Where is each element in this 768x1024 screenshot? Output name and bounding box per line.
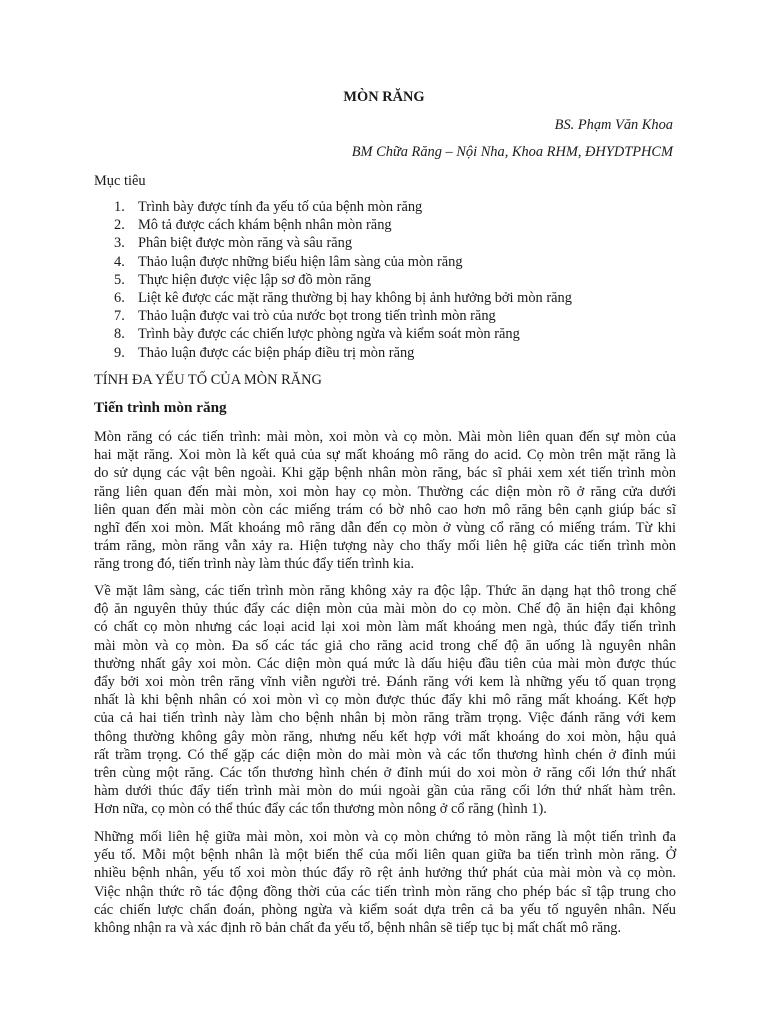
objective-text: Thảo luận được vai trò của nước bọt trong tiến trình mòn răng	[138, 308, 496, 325]
objective-item	[94, 234, 572, 252]
objective-text: Thảo luận được những biểu hiện lâm sàng của mòn răng	[138, 253, 463, 270]
objective-text: Phân biệt được mòn răng và sâu răng	[138, 235, 353, 252]
paragraph-line: không nhận ra và xác định rõ bản chất đa yếu tố, bệnh nhân sẽ tiếp tục bị mất chất mô răng.	[94, 919, 622, 936]
paragraph-line: nhất là khi bệnh nhân có xoi mòn vì cọ mòn được thúc đẩy khi mô răng mất khoáng. Kết hợp	[94, 692, 676, 709]
paragraph-line: độ ăn nguyên thủy thúc đẩy các diện mòn của mài mòn do cọ mòn. Chế độ ăn hiện đại không	[94, 601, 676, 618]
paragraph-line: trên cùng một răng. Các tổn thương hình chén ở đỉnh múi do xoi mòn ở răng cối lớn thứ nhất	[94, 764, 676, 781]
author-affiliation: BM Chữa Răng – Nội Nha, Khoa RHM, ĐHYDTPHCM	[351, 144, 673, 160]
paragraph-1	[94, 428, 676, 574]
objective-item	[94, 198, 572, 216]
paragraph-line: răng trong đó, tiến trình này làm thúc đẩy tiến trình kia.	[94, 556, 415, 573]
paragraph-line: yếu tố. Mỗi một bệnh nhân là một biến thể của mối liên quan giữa ba tiến trình mòn răng. Ở	[94, 847, 676, 864]
objective-number: 2.	[114, 217, 125, 234]
objective-number: 7.	[114, 308, 125, 325]
paragraph-line: hai mặt răng. Xoi mòn là kết quả của sự mất khoáng mô răng do acid. Cọ mòn trên mặt răng là	[94, 447, 676, 464]
paragraph-line: Về mặt lâm sàng, các tiến trình mòn răng không xảy ra độc lập. Thức ăn dạng hạt thô trong chế	[94, 583, 676, 599]
paragraph-line: do sử dụng các vật bên ngoài. Khi gặp bệnh nhân mòn răng, bác sĩ phải xem xét tiến trình mòn	[94, 465, 676, 482]
paragraph-line: mài mòn và cọ mòn. Đa số các tác giả cho răng acid trong chế độ ăn uống là nguyên nhân	[94, 637, 676, 654]
paragraph-line: răng liên quan đến mài mòn, xoi mòn hay cọ mòn. Thường các diện mòn rõ ở răng cửa dưới	[94, 483, 676, 500]
paragraph-line: liên quan đến mài mòn còn các miếng trám có bờ nhô cao hơn mô răng bên cạnh giúp bác sĩ	[94, 501, 676, 518]
paragraph-line: các chiến lược chẩn đoán, phòng ngừa và kiểm soát dựa trên cả ba yếu tố nguyên nhân. Nếu	[94, 901, 676, 918]
paragraph-line: Mòn răng có các tiến trình: mài mòn, xoi mòn và cọ mòn. Mài mòn liên quan đến sự mòn của	[94, 429, 676, 445]
paragraph-line: thông thường không gây mòn răng, nhưng nếu kết hợp với mất khoáng do xoi mòn, hậu quả	[94, 728, 676, 745]
paragraph-line: thường nhất gây xoi mòn. Các diện mòn quá mức là dấu hiệu đầu tiên của mài mòn được thúc	[94, 655, 676, 672]
paragraph-3	[94, 828, 676, 937]
objective-text: Trình bày được tính đa yếu tố của bệnh mòn răng	[138, 199, 423, 215]
objective-text: Liệt kê được các mặt răng thường bị hay không bị ảnh hưởng bởi mòn răng	[138, 290, 572, 307]
paragraph-line: rất trầm trọng. Có thể gặp các diện mòn do mài mòn và các tổn thương hình chén ở đỉnh múi	[94, 746, 676, 763]
paragraph-line: nhiều bệnh nhân, yếu tố xoi mòn thúc đẩy rõ rệt ảnh hưởng thứ phát của mài mòn và cọ mòn.	[94, 865, 676, 882]
paragraph-line: hàm dưới thúc đẩy tiến trình mài mòn do múi ngoài gần của răng cối lớn thứ nhất hàm trên.	[94, 783, 676, 800]
paragraph-line: nghĩ đến xoi mòn. Mất khoáng mô răng dẫn đến cọ mòn ở vùng cổ răng có miếng trám. Từ khi	[94, 519, 676, 536]
paragraph-line: có chất cọ mòn nhưng các loại acid lại xoi mòn làm mất khoáng men ngà, thúc đẩy tiến trình	[94, 619, 676, 636]
section-heading: TÍNH ĐA YẾU TỐ CỦA MÒN RĂNG	[94, 372, 322, 388]
objective-item	[94, 271, 572, 289]
objective-number: 4.	[114, 253, 125, 270]
objective-item	[94, 216, 572, 234]
objective-number: 8.	[114, 326, 125, 343]
objective-text: Thực hiện được việc lập sơ đồ mòn răng	[138, 271, 372, 288]
paragraph-line: trám răng, mòn răng vẫn xảy ra. Hiện tượng này cho thấy mối liên hệ giữa các tiến trình mòn	[94, 538, 676, 555]
paragraph-line: Hơn nữa, cọ mòn có thể thúc đẩy các tổn thương mòn nông ở cổ răng (hình 1).	[94, 801, 547, 818]
objective-text: Mô tả được cách khám bệnh nhân mòn răng	[138, 217, 392, 234]
paragraph-line: đẩy bởi xoi mòn trên răng vĩnh viễn người trẻ. Đánh răng với kem là những yếu tố quan trọng	[94, 673, 676, 690]
objective-item	[94, 344, 572, 362]
objective-number: 5.	[114, 271, 125, 288]
objective-number: 1.	[114, 199, 125, 215]
subsection-heading: Tiến trình mòn răng	[94, 399, 227, 416]
objective-item	[94, 307, 572, 325]
objective-item	[94, 253, 572, 271]
paragraph-line: Những mối liên hệ giữa mài mòn, xoi mòn và cọ mòn chứng tỏ mòn răng là một tiến trình đa	[94, 829, 676, 845]
objectives-list	[94, 198, 572, 362]
objective-number: 6.	[114, 290, 125, 307]
objective-text: Thảo luận được các biện pháp điều trị mòn răng	[138, 344, 415, 361]
author-name: BS. Phạm Văn Khoa	[554, 117, 673, 133]
paragraph-line: Việc nhận thức rõ tác động đồng thời của các tiến trình mòn răng cho phép bác sĩ tập trung cho	[94, 883, 676, 900]
objective-item	[94, 325, 572, 343]
objective-item	[94, 289, 572, 307]
objective-number: 3.	[114, 235, 125, 252]
objective-number: 9.	[114, 344, 125, 361]
document-title: MÒN RĂNG	[343, 89, 425, 105]
paragraph-line: của cả hai tiến trình này làm cho bệnh nhân bị mòn răng trầm trọng. Việc đánh răng với kem	[94, 710, 676, 727]
objective-text: Trình bày được các chiến lược phòng ngừa và kiểm soát mòn răng	[138, 326, 520, 343]
paragraph-2	[94, 582, 676, 818]
objectives-heading: Mục tiêu	[94, 173, 146, 189]
